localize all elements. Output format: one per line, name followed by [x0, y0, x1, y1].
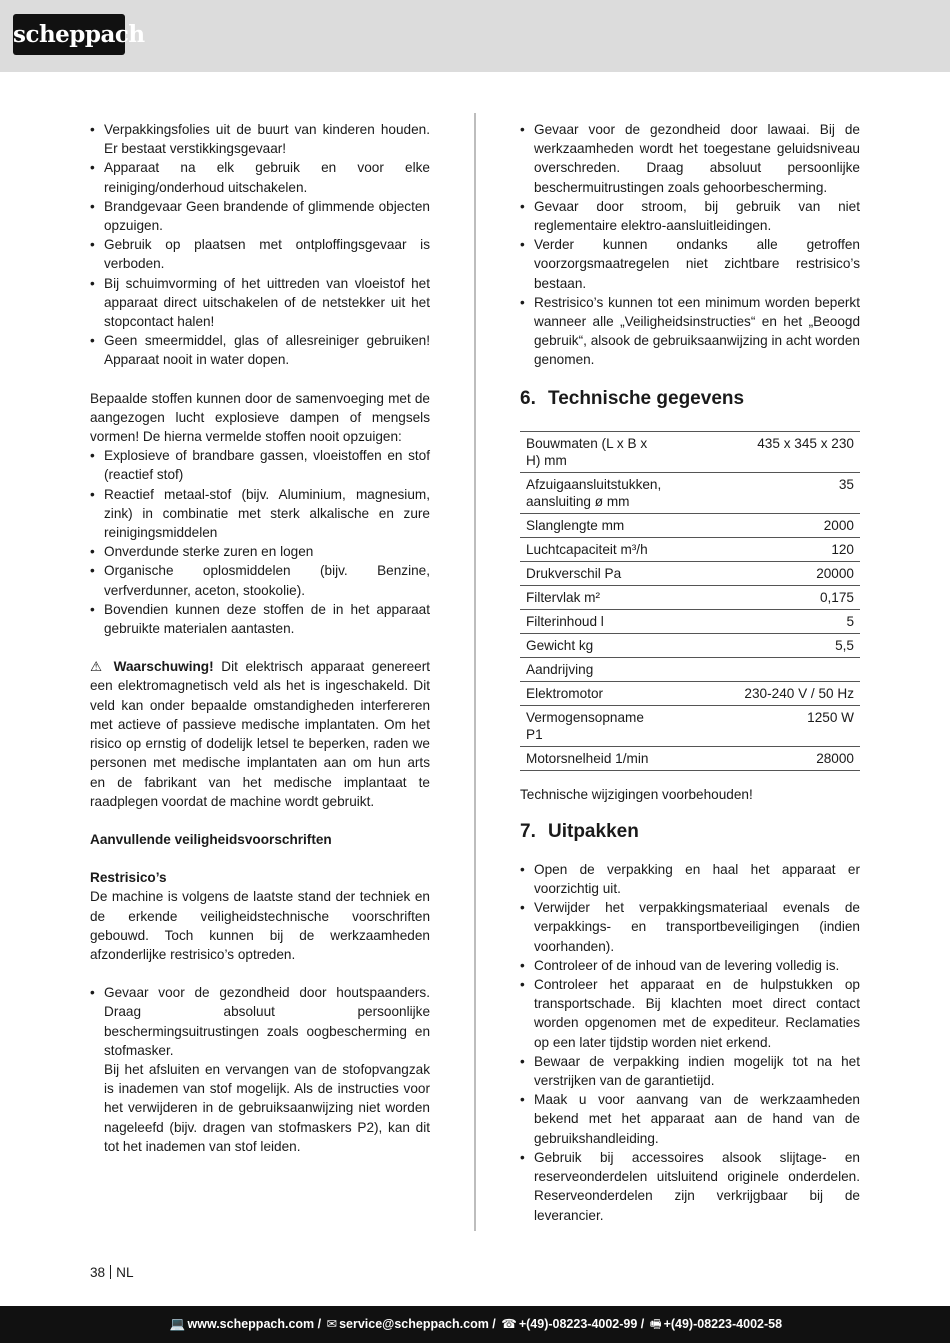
list-item: • Gevaar door stroom, bij gebruik van niet reglementaire elektro-aansluitleidingen. [520, 197, 860, 235]
list-item: • Verder kunnen ondanks alle getroffen voorzorgsmaatregelen niet zichtbare restrisico’s bestaan. [520, 235, 860, 293]
spec-label: Filterinhoud l [520, 609, 667, 633]
warning-text: Dit elektrisch apparaat genereert een elektromagnetisch veld als het is ingeschakeld. Dit veld kan onder bepaalde omstandigheden interfereren met actieve of passieve medische implantaten. Om het risico op ernstig of dodelijk letsel te beperken, raden we personen met medische implantaten aan om hun arts en de fabrikant van het medische implantaat te raadplegen voordat de machine wordt gebruikt. [90, 659, 431, 809]
list-item: • Brandgevaar Geen brandende of glimmende objecten opzuigen. [90, 197, 430, 235]
list-item: • Gebruik op plaatsen met ontploffingsgevaar is verboden. [90, 235, 430, 273]
table-row [520, 561, 860, 585]
section-heading-technical-data: 6. Technische gegevens [520, 387, 745, 409]
safety-list [90, 120, 430, 370]
list-item: • Bovendien kunnen deze stoffen de in het apparaat gebruikte materialen aantasten. [90, 600, 430, 638]
warning-label: Waarschuwing! [113, 659, 214, 675]
spec-value: 35 [667, 472, 860, 513]
list-item: • Verwijder het verpakkingsmateriaal evenals de verpakkings- en transportbeveiligingen (indien voorhanden). [520, 898, 860, 956]
mail-icon: ✉ [326, 1317, 338, 1331]
table-row [520, 681, 860, 705]
table-row [520, 705, 860, 746]
spec-value: 20000 [667, 561, 860, 585]
list-item: • Verpakkingsfolies uit de buurt van kinderen houden. Er bestaat verstikkingsgevaar! [90, 120, 430, 158]
list-item: • Onverdunde sterke zuren en logen [90, 542, 430, 561]
spec-label: Motorsnelheid 1/min [520, 746, 667, 770]
list-item: • Reactief metaal-stof (bijv. Aluminium, magnesium, zink) in combinatie met sterk alkalische en zure reinigingsmiddelen [90, 485, 430, 543]
additional-safety-heading: Aanvullende veiligheidsvoorschriften [90, 831, 332, 847]
warning-paragraph [90, 657, 430, 811]
table-row [520, 657, 860, 681]
phone-number: +(49)-08223-4002-99 [518, 1317, 638, 1331]
fax-number: +(49)-08223-4002-58 [663, 1317, 783, 1331]
list-item: • Geen smeermiddel, glas of allesreiniger gebruiken! Apparaat nooit in water dopen. [90, 331, 430, 369]
spec-label: Gewicht kg [520, 633, 667, 657]
list-item: • Maak u voor aanvang van de werkzaamheden bekend met het apparaat aan de hand van de gebruikshandleiding. [520, 1090, 860, 1148]
spec-label: Drukverschil Pa [520, 561, 667, 585]
spec-value: 2000 [667, 513, 860, 537]
spec-value [667, 657, 860, 681]
page-footer: 💻 www.scheppach.com / ✉ service@scheppach.com / ☎ +(49)-08223-4002-99 / 🖷 +(49)-08223-4002-58 [0, 1306, 950, 1343]
substances-list [90, 446, 430, 638]
list-item: • Explosieve of brandbare gassen, vloeistoffen en stof (reactief stof) [90, 446, 430, 484]
left-column [90, 120, 430, 1156]
spec-label: Afzuigaansluitstukken, aansluiting ø mm [520, 472, 667, 513]
list-item: • Gevaar voor de gezondheid door lawaai. Bij de werkzaamheden wordt het toegestane geluidsniveau overschreden. Draag absoluut persoonlijke beschermuitrustingen zoals gehoorbescherming. [520, 120, 860, 197]
page-header [0, 0, 950, 72]
spec-label: Elektromotor [520, 681, 667, 705]
table-row [520, 633, 860, 657]
spec-value: 1250 W [667, 705, 860, 746]
email-link[interactable]: service@scheppach.com [339, 1317, 489, 1331]
list-item: • Controleer het apparaat en de hulpstukken op transportschade. Bij klachten moet direct contact worden opgenomen met de expediteur. Reclamaties op een later tijdstip worden niet erkend. [520, 975, 860, 1052]
spec-value: 0,175 [667, 585, 860, 609]
spec-value: 120 [667, 537, 860, 561]
spec-value: 5 [667, 609, 860, 633]
spec-value: 5,5 [667, 633, 860, 657]
unpacking-list [520, 860, 860, 1225]
spec-label: Vermogensopname P1 [520, 705, 667, 746]
spec-label: Slanglengte mm [520, 513, 667, 537]
spec-label: Luchtcapaciteit m³/h [520, 537, 667, 561]
list-item: • Bewaar de verpakking indien mogelijk tot na het verstrijken van de garantietijd. [520, 1052, 860, 1090]
spec-value: 435 x 345 x 230 [667, 431, 860, 472]
residual-risks-paragraph: De machine is volgens de laatste stand der techniek en de erkende veiligheidstechnische voorschriften gebouwd. Toch kunnen bij de werkzaamheden afzonderlijke restrisico’s optreden. [90, 889, 430, 962]
residual-risks-heading: Restrisico’s [90, 870, 167, 886]
list-item: • Apparaat na elk gebruik en voor elke reiniging/onderhoud uitschakelen. [90, 158, 430, 196]
right-column [520, 120, 860, 1225]
spec-label: Bouwmaten (L x B x H) mm [520, 431, 667, 472]
page-number: 38 NL [90, 1265, 134, 1280]
spec-value: 230-240 V / 50 Hz [667, 681, 860, 705]
fax-icon: 🖷 [649, 1317, 662, 1331]
list-item: • Gebruik bij accessoires alsook slijtage- en reserveonderdelen uitsluitend originele onderdelen. Reserveonderdelen zijn verkrijgbaar bij de leverancier. [520, 1148, 860, 1225]
list-item: • Gevaar voor de gezondheid door houtspaanders. Draag absoluut persoonlijke beschermingsuitrustingen zoals oogbescherming en stofmasker. Bij het afsluiten en vervangen van de stofopvangzak is inademen van stof mogelijk. Als de instructies voor het verwijderen in de gebruiksaanwijzing niet worden nageleefd (bijv. dragen van stofmaskers P2), kan dit tot het inademen van stof leiden. [90, 983, 430, 1156]
risk-list [90, 983, 430, 1156]
list-item: • Bij schuimvorming of het uittreden van vloeistof het apparaat direct uitschakelen of de netstekker uit het stopcontact halen! [90, 274, 430, 332]
section-heading-unpacking: 7. Uitpakken [520, 820, 639, 842]
technical-data-table [520, 431, 860, 771]
table-row [520, 513, 860, 537]
list-item: • Organische oplosmiddelen (bijv. Benzine, verfverdunner, aceton, stookolie). [90, 561, 430, 599]
list-item: • Controleer of de inhoud van de levering volledig is. [520, 956, 860, 975]
website-link[interactable]: www.scheppach.com [187, 1317, 315, 1331]
list-item: • Open de verpakking en haal het apparaat er voorzichtig uit. [520, 860, 860, 898]
explosive-paragraph: Bepaalde stoffen kunnen door de samenvoeging met de aangezogen lucht explosieve dampen of mengsels vormen! De hierna vermelde stoffen nooit opzuigen: [90, 390, 430, 445]
scheppach-logo: scheppach [13, 14, 125, 55]
column-divider [474, 113, 476, 1231]
table-row [520, 585, 860, 609]
table-row [520, 472, 860, 513]
spec-value: 28000 [667, 746, 860, 770]
spec-label: Filtervlak m² [520, 585, 667, 609]
phone-icon: ☎ [501, 1317, 517, 1331]
table-row [520, 746, 860, 770]
list-item: • Restrisico’s kunnen tot een minimum worden beperkt wanneer alle „Veiligheidsinstructies“ en het „Beoogd gebruik“, alsook de gebruiksaanwijzing in acht worden genomen. [520, 293, 860, 370]
table-row [520, 431, 860, 472]
computer-icon: 💻 [169, 1317, 186, 1331]
warning-icon: ⚠ [90, 659, 107, 675]
table-row [520, 537, 860, 561]
technical-note: Technische wijzigingen voorbehouden! [520, 786, 753, 802]
risk-list-continued [520, 120, 860, 370]
spec-label: Aandrijving [520, 657, 667, 681]
table-row [520, 609, 860, 633]
